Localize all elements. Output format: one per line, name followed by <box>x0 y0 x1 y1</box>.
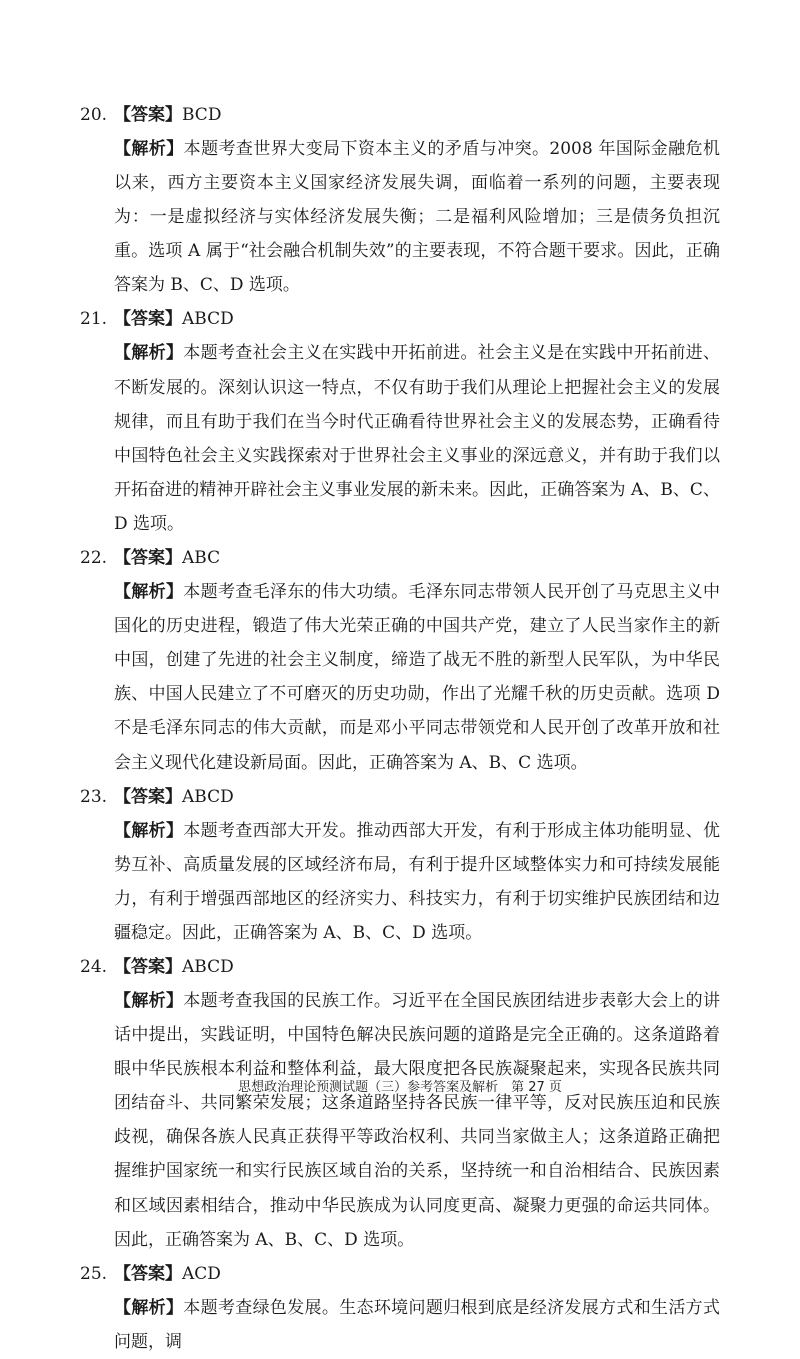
answer-line <box>80 780 720 814</box>
answer-list <box>80 98 720 1359</box>
analysis-text: 本题考查世界大变局下资本主义的矛盾与冲突。2008 年国际金融危机以来，西方主要资本主义国家经济发展失调，面临着一系列的问题，主要表现为：一是虚拟经济与实体经济发展失衡；二是福利风险增加；三是债务负担沉重。选项 A 属于“社会融合机制失效”的主要表现，不符合题干要求。因此，正确答案为 B、C、D 选项。 <box>114 139 721 296</box>
answer-label: 【答案】 <box>114 1263 182 1284</box>
answer-label: 【答案】 <box>114 309 182 330</box>
question-number: 20. <box>80 105 108 125</box>
analysis-text: 本题考查绿色发展。生态环境问题归根到底是经济发展方式和生活方式问题，调 <box>114 1297 721 1352</box>
answer-item-22 <box>80 541 720 780</box>
question-number: 22. <box>80 548 108 569</box>
question-number: 25. <box>80 1263 108 1284</box>
answer-line <box>80 541 720 575</box>
answer-value: BCD <box>182 105 222 125</box>
answer-line <box>80 302 720 336</box>
analysis-label: 【解析】 <box>114 139 184 159</box>
page-footer: 思想政治理论预测试题（三）参考答案及解析 第 27 页 <box>238 1080 562 1095</box>
analysis-label: 【解析】 <box>114 990 184 1011</box>
analysis-text: 本题考查我国的民族工作。习近平在全国民族团结进步表彰大会上的讲话中提出，实践证明，中国特色解决民族问题的道路是完全正确的。这条道路着眼中华民族根本利益和整体利益，最大限度把各民族凝聚起来，实现各民族共同团结奋斗、共同繁荣发展；这条道路坚持各民族一律平等，反对民族压迫和民族歧视，确保各族人民真正获得平等政治权利、共同当家做主人；这条道路正确把握维护国家统一和实行民族区域自治的关系，坚持统一和自治相结合、民族因素和区域因素相结合，推动中华民族成为认同度更高、凝聚力更强的命运共同体。因此，正确答案为 A、B、C、D 选项。 <box>114 990 721 1250</box>
answer-value: ABC <box>182 548 221 569</box>
analysis-label: 【解析】 <box>114 820 184 841</box>
analysis-label: 【解析】 <box>114 343 184 364</box>
answer-line <box>80 950 720 984</box>
question-number: 24. <box>80 956 108 977</box>
question-number: 21. <box>80 309 108 330</box>
answer-value: ACD <box>182 1263 221 1284</box>
analysis-text: 本题考查毛泽东的伟大功绩。毛泽东同志带领人民开创了马克思主义中国化的历史进程，锻造了伟大光荣正确的中国共产党，建立了人民当家作主的新中国，创建了先进的社会主义制度，缔造了战无不胜的新型人民军队，为中华民族、中国人民建立了不可磨灭的历史功勋，作出了光耀千秋的历史贡献。选项 D 不是毛泽东同志的伟大贡献，而是邓小平同志带领党和人民开创了改革开放和社会主义现代化建设新局面。因此，正确答案为 A、B、C 选项。 <box>114 582 721 773</box>
answer-item-21 <box>80 302 720 541</box>
answer-value: ABCD <box>182 956 234 977</box>
answer-label: 【答案】 <box>114 786 182 807</box>
answer-item-23 <box>80 780 720 950</box>
answer-line <box>80 1257 720 1291</box>
answer-item-25 <box>80 1257 720 1359</box>
answer-label: 【答案】 <box>114 956 182 977</box>
analysis-paragraph <box>80 984 720 1257</box>
question-number: 23. <box>80 786 108 807</box>
answer-line <box>80 98 720 132</box>
analysis-paragraph <box>80 336 720 541</box>
answer-item-20 <box>80 98 720 302</box>
answer-label: 【答案】 <box>114 105 182 125</box>
answer-value: ABCD <box>182 309 234 330</box>
analysis-paragraph <box>80 1291 720 1359</box>
analysis-paragraph <box>80 575 720 780</box>
answer-item-24 <box>80 950 720 1257</box>
answer-value: ABCD <box>182 786 234 807</box>
analysis-text: 本题考查西部大开发。推动西部大开发，有利于形成主体功能明显、优势互补、高质量发展的区域经济布局，有利于提升区域整体实力和可持续发展能力，有利于增强西部地区的经济实力、科技实力，有利于切实维护民族团结和边疆稳定。因此，正确答案为 A、B、C、D 选项。 <box>114 820 721 943</box>
analysis-label: 【解析】 <box>114 582 184 603</box>
answer-label: 【答案】 <box>114 548 182 569</box>
analysis-text: 本题考查社会主义在实践中开拓前进。社会主义是在实践中开拓前进、不断发展的。深刻认识这一特点，不仅有助于我们从理论上把握社会主义的发展规律，而且有助于我们在当今时代正确看待世界社会主义的发展态势，正确看待中国特色社会主义实践探索对于世界社会主义事业的深远意义，并有助于我们以开拓奋进的精神开辟社会主义事业发展的新未来。因此，正确答案为 A、B、C、D 选项。 <box>114 343 721 534</box>
analysis-paragraph <box>80 814 720 950</box>
analysis-paragraph <box>80 132 720 302</box>
analysis-label: 【解析】 <box>114 1297 184 1318</box>
